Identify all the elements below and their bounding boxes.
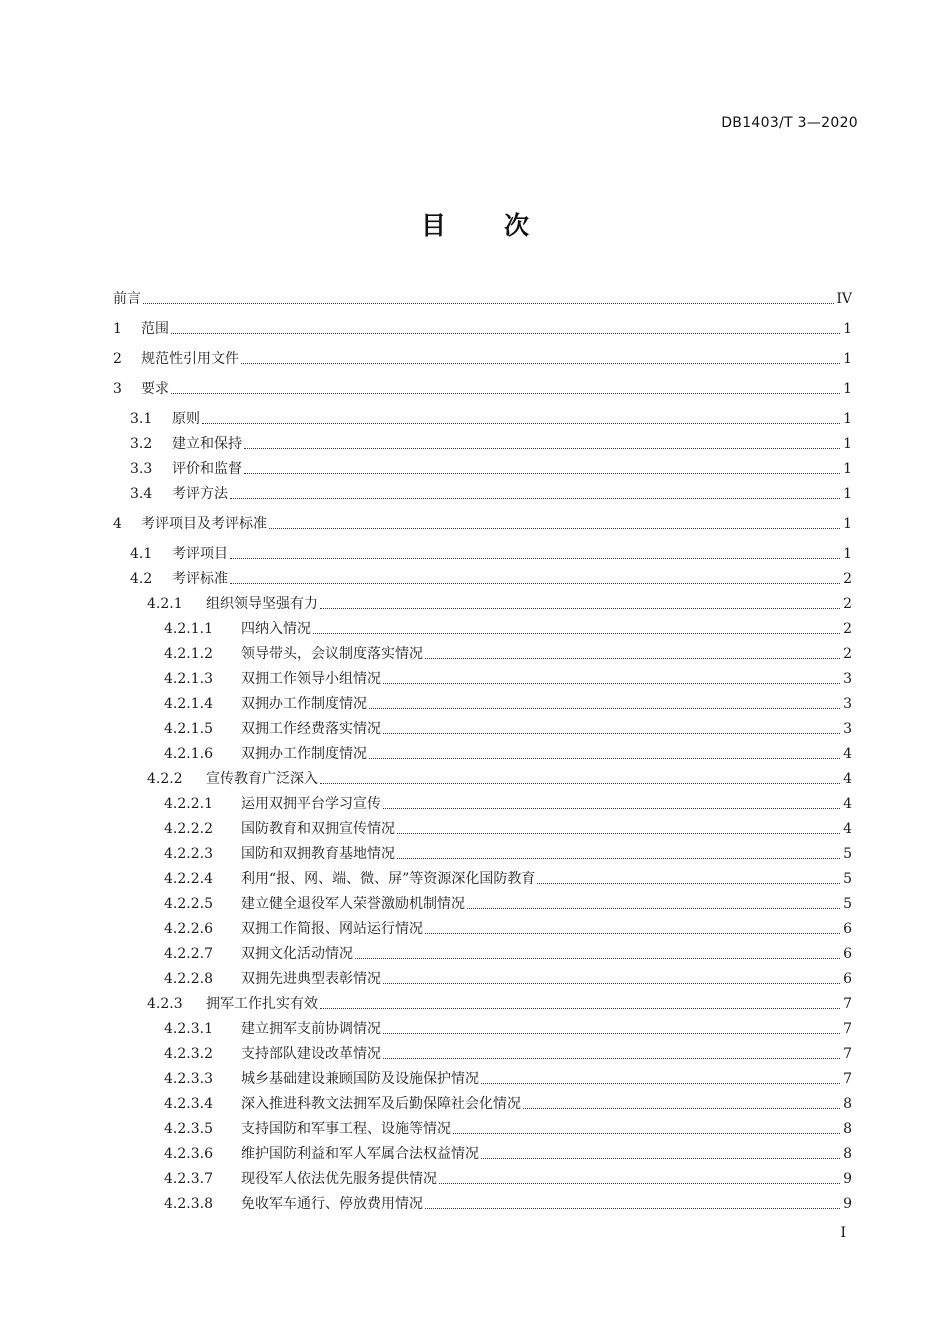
dot-leader	[171, 332, 840, 334]
toc-entry-number: 3.3	[130, 461, 153, 477]
toc-entry-label: 规范性引用文件	[141, 351, 239, 367]
dot-leader	[383, 1057, 840, 1059]
toc-entry-label: 双拥办工作制度情况	[241, 746, 367, 762]
toc-entry[interactable]	[113, 691, 852, 716]
page-number: I	[840, 1225, 846, 1241]
dot-leader	[425, 1207, 840, 1209]
toc-entry[interactable]	[113, 286, 852, 311]
dot-leader	[369, 757, 840, 759]
toc-entry-number: 4.2.1.5	[164, 721, 213, 737]
toc-entry[interactable]	[113, 991, 852, 1016]
toc-entry-page: 1	[843, 546, 852, 562]
toc-entry[interactable]	[113, 566, 852, 591]
toc-entry-number: 4.2.1.1	[164, 621, 213, 637]
toc-entry-label: 前言	[113, 291, 141, 307]
toc-entry-page: 5	[843, 871, 852, 887]
dot-leader	[320, 1007, 840, 1009]
toc-entry-number: 3.2	[130, 436, 153, 452]
toc-entry-number: 4.2.1.2	[164, 646, 213, 662]
toc-entry[interactable]	[113, 741, 852, 766]
toc-entry-label: 双拥先进典型表彰情况	[241, 971, 381, 987]
toc-entry-label: 拥军工作扎实有效	[206, 996, 318, 1012]
toc-entry-page: 8	[843, 1096, 852, 1112]
toc-entry-page: 6	[843, 921, 852, 937]
toc-entry-label: 双拥工作简报、网站运行情况	[241, 921, 423, 937]
toc-entry-number: 4.2.3.1	[164, 1021, 213, 1037]
toc-entry[interactable]	[113, 916, 852, 941]
toc-entry[interactable]	[113, 816, 852, 841]
page-title: 目次	[420, 211, 587, 240]
dot-leader	[397, 832, 840, 834]
toc-entry-label: 组织领导坚强有力	[206, 596, 318, 612]
toc-entry-label: 建立健全退役军人荣誉激励机制情况	[241, 896, 465, 912]
toc-entry-number: 4.2.3.8	[164, 1196, 213, 1212]
toc-entry-label: 考评项目及考评标准	[141, 516, 267, 532]
toc-entry-label: 原则	[172, 411, 200, 427]
toc-entry-label: 国防教育和双拥宣传情况	[241, 821, 395, 837]
toc-entry-label: 运用双拥平台学习宣传	[241, 796, 381, 812]
toc-entry-label: 双拥办工作制度情况	[241, 696, 367, 712]
toc-entry-number: 4.2.3.2	[164, 1046, 213, 1062]
toc-entry-label: 双拥文化活动情况	[241, 946, 353, 962]
toc-entry-page: 1	[843, 381, 852, 397]
toc-entry[interactable]	[113, 1166, 852, 1191]
toc-entry[interactable]	[113, 866, 852, 891]
toc-entry-page: 1	[843, 486, 852, 502]
dot-leader	[481, 1157, 840, 1159]
toc-entry-page: 5	[843, 846, 852, 862]
dot-leader	[320, 782, 840, 784]
toc-entry-number: 4.2.2.1	[164, 796, 213, 812]
toc-entry-page: 8	[843, 1121, 852, 1137]
toc-entry-label: 要求	[141, 381, 169, 397]
toc-entry-number: 4.2.1.4	[164, 696, 213, 712]
toc-entry-number: 4.2.2.2	[164, 821, 213, 837]
dot-leader	[397, 857, 840, 859]
toc-entry-number: 4.2	[130, 571, 153, 587]
toc-entry-page: 1	[843, 516, 852, 532]
toc-entry[interactable]	[113, 431, 852, 456]
dot-leader	[523, 1107, 840, 1109]
toc-entry[interactable]	[113, 766, 852, 791]
toc-entry-label: 建立拥军支前协调情况	[241, 1021, 381, 1037]
toc-entry[interactable]	[113, 1066, 852, 1091]
toc-entry-number: 4.2.3.3	[164, 1071, 213, 1087]
toc-entry-number: 4.2.1.6	[164, 746, 213, 762]
toc-entry-page: 8	[843, 1146, 852, 1162]
toc-entry-number: 4.2.3.7	[164, 1171, 213, 1187]
toc-entry[interactable]	[113, 1141, 852, 1166]
toc-entry[interactable]	[113, 1041, 852, 1066]
toc-entry-page: 1	[843, 436, 852, 452]
toc-entry-number: 3.1	[130, 411, 153, 427]
toc-entry-page: 3	[843, 721, 852, 737]
toc-entry-page: 2	[843, 571, 852, 587]
toc-entry-label: 评价和监督	[172, 461, 242, 477]
toc-entry-label: 领导带头，会议制度落实情况	[241, 646, 423, 662]
toc-entry-number: 3	[113, 381, 122, 397]
toc-entry-label: 范围	[141, 321, 169, 337]
toc-entry-page: 4	[843, 796, 852, 812]
toc-entry-number: 4.2.3.4	[164, 1096, 213, 1112]
toc-entry-number: 4.2.2.6	[164, 921, 213, 937]
toc-entry-label: 深入推进科教文法拥军及后勤保障社会化情况	[241, 1096, 521, 1112]
toc-entry-page: 9	[843, 1171, 852, 1187]
toc-entry-number: 4.2.3.5	[164, 1121, 213, 1137]
toc-entry-label: 国防和双拥教育基地情况	[241, 846, 395, 862]
toc-entry-label: 四纳入情况	[241, 621, 311, 637]
toc-entry-number: 4.2.3	[147, 996, 183, 1012]
toc-entry-label: 考评方法	[172, 486, 228, 502]
toc-entry-label: 双拥工作经费落实情况	[241, 721, 381, 737]
toc-entry[interactable]	[113, 1016, 852, 1041]
toc-entry-page: 4	[843, 746, 852, 762]
toc-entry-page: 3	[843, 696, 852, 712]
toc-entry-page: 4	[843, 771, 852, 787]
dot-leader	[369, 707, 840, 709]
toc-entry[interactable]	[113, 966, 852, 991]
dot-leader	[244, 447, 840, 449]
toc-entry-page: 2	[843, 596, 852, 612]
toc-entry[interactable]	[113, 1116, 852, 1141]
dot-leader	[383, 1032, 840, 1034]
dot-leader	[383, 732, 840, 734]
dot-leader	[383, 982, 840, 984]
toc-entry[interactable]	[113, 316, 852, 341]
dot-leader	[230, 497, 840, 499]
toc-entry[interactable]	[113, 456, 852, 481]
toc-entry-number: 4.2.2	[147, 771, 183, 787]
dot-leader	[383, 682, 840, 684]
toc-entry-page: 3	[843, 671, 852, 687]
toc-entry-label: 支持国防和军事工程、设施等情况	[241, 1121, 451, 1137]
dot-leader	[439, 1182, 840, 1184]
toc-entry-number: 4.1	[130, 546, 153, 562]
toc-entry[interactable]	[113, 941, 852, 966]
toc-entry[interactable]	[113, 406, 852, 431]
dot-leader	[313, 632, 840, 634]
dot-leader	[244, 472, 840, 474]
dot-leader	[425, 657, 840, 659]
toc-entry-page: IV	[836, 291, 852, 307]
toc-entry-label: 支持部队建设改革情况	[241, 1046, 381, 1062]
toc-entry[interactable]	[113, 891, 852, 916]
document-code: DB1403/T 3—2020	[721, 115, 858, 131]
toc-entry-label: 考评项目	[172, 546, 228, 562]
toc-entry-page: 6	[843, 946, 852, 962]
toc-entry-page: 7	[843, 1046, 852, 1062]
toc-entry[interactable]	[113, 666, 852, 691]
dot-leader	[383, 807, 840, 809]
toc-entry-number: 4.2.2.5	[164, 896, 213, 912]
toc-entry[interactable]	[113, 1191, 852, 1216]
toc-entry-page: 5	[843, 896, 852, 912]
toc-entry[interactable]	[113, 591, 852, 616]
toc-entry-page: 1	[843, 351, 852, 367]
toc-entry-label: 城乡基础建设兼顾国防及设施保护情况	[241, 1071, 479, 1087]
toc-entry-number: 4.2.1	[147, 596, 183, 612]
toc-entry-label: 宣传教育广泛深入	[206, 771, 318, 787]
dot-leader	[143, 302, 834, 304]
toc-entry-page: 2	[843, 646, 852, 662]
toc-entry-number: 4	[113, 516, 122, 532]
toc-entry[interactable]	[113, 481, 852, 506]
toc-entry-number: 4.2.2.3	[164, 846, 213, 862]
toc-entry-label: 考评标准	[172, 571, 228, 587]
toc-entry[interactable]	[113, 1091, 852, 1116]
toc-entry-page: 4	[843, 821, 852, 837]
toc-entry-page: 7	[843, 996, 852, 1012]
toc-entry[interactable]	[113, 716, 852, 741]
toc-entry-number: 4.2.3.6	[164, 1146, 213, 1162]
toc-entry-label: 利用“报、网、端、微、屏”等资源深化国防教育	[241, 871, 536, 887]
dot-leader	[241, 362, 840, 364]
dot-leader	[230, 582, 840, 584]
toc-entry-page: 1	[843, 321, 852, 337]
dot-leader	[453, 1132, 840, 1134]
toc-entry[interactable]	[113, 791, 852, 816]
toc-entry-number: 4.2.1.3	[164, 671, 213, 687]
dot-leader	[467, 907, 840, 909]
dot-leader	[537, 882, 840, 884]
toc-entry-number: 2	[113, 351, 122, 367]
toc-entry[interactable]	[113, 376, 852, 401]
dot-leader	[355, 957, 840, 959]
table-of-contents	[113, 286, 852, 1216]
toc-entry-page: 1	[843, 461, 852, 477]
dot-leader	[481, 1082, 840, 1084]
dot-leader	[320, 607, 840, 609]
toc-entry-number: 1	[113, 321, 122, 337]
toc-entry[interactable]	[113, 511, 852, 536]
dot-leader	[230, 557, 840, 559]
toc-entry-number: 4.2.2.7	[164, 946, 213, 962]
toc-entry-label: 建立和保持	[172, 436, 242, 452]
toc-entry[interactable]	[113, 616, 852, 641]
dot-leader	[171, 392, 840, 394]
toc-entry-page: 2	[843, 621, 852, 637]
toc-entry-label: 维护国防利益和军人军属合法权益情况	[241, 1146, 479, 1162]
toc-entry-page: 6	[843, 971, 852, 987]
toc-entry-label: 现役军人依法优先服务提供情况	[241, 1171, 437, 1187]
toc-entry-page: 9	[843, 1196, 852, 1212]
toc-entry-page: 1	[843, 411, 852, 427]
toc-entry-label: 双拥工作领导小组情况	[241, 671, 381, 687]
dot-leader	[425, 932, 840, 934]
toc-entry[interactable]	[113, 346, 852, 371]
toc-entry[interactable]	[113, 641, 852, 666]
toc-entry-number: 3.4	[130, 486, 153, 502]
toc-entry-label: 免收军车通行、停放费用情况	[241, 1196, 423, 1212]
dot-leader	[202, 422, 840, 424]
dot-leader	[269, 527, 840, 529]
toc-entry-number: 4.2.2.8	[164, 971, 213, 987]
toc-entry-page: 7	[843, 1021, 852, 1037]
toc-entry-page: 7	[843, 1071, 852, 1087]
toc-entry[interactable]	[113, 541, 852, 566]
toc-entry-number: 4.2.2.4	[164, 871, 213, 887]
toc-entry[interactable]	[113, 841, 852, 866]
